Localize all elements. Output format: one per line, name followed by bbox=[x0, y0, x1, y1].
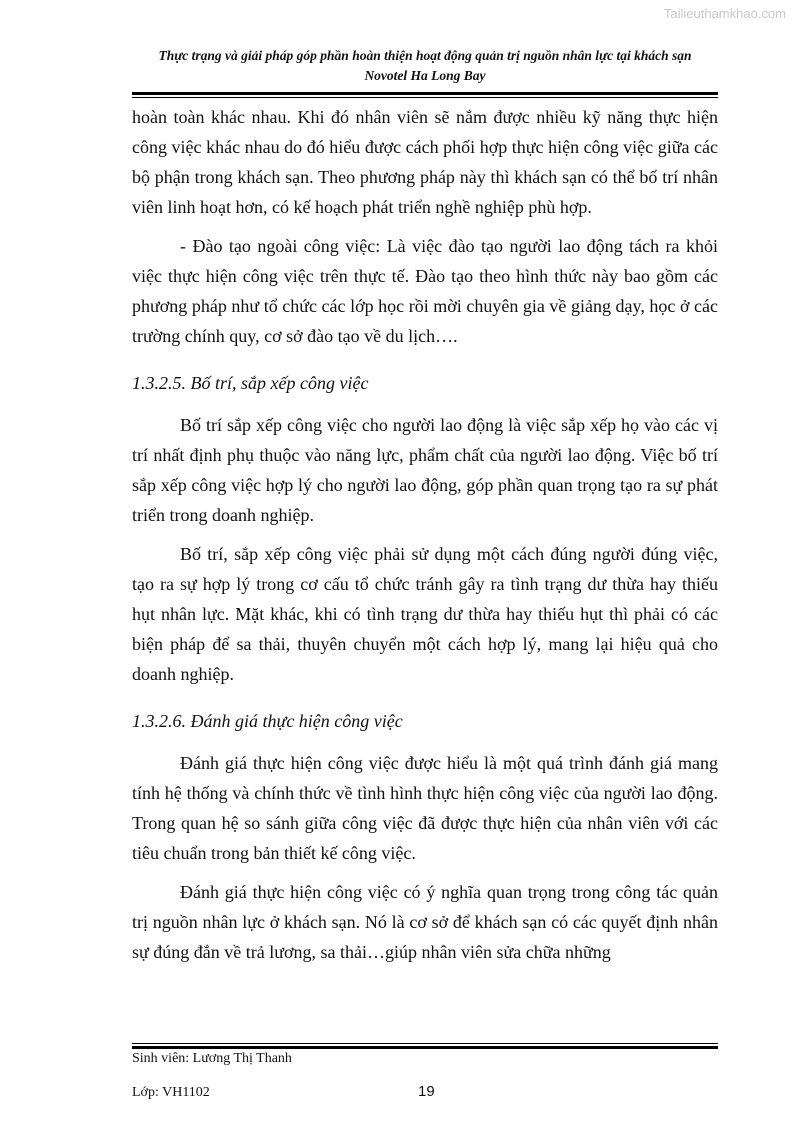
paragraph-5: Đánh giá thực hiện công việc được hiểu là một quá trình đánh giá mang tính hệ thống và chính thức về tình hình thực hiện công việc của người lao động. Trong quan hệ so sánh giữa công việc đã được thực hiện của nhân viên với các tiêu chuẩn trong bản thiết kế công việc. bbox=[132, 753, 718, 863]
section-heading-1-3-2-6: 1.3.2.6. Đánh giá thực hiện công việc bbox=[132, 711, 403, 731]
header-line-1: Thực trạng và giải pháp góp phần hoàn thiện hoạt động quản trị nguồn nhân lực tại khách sạn bbox=[158, 48, 692, 63]
section-heading-1-3-2-5: 1.3.2.5. Bố trí, sắp xếp công việc bbox=[132, 373, 369, 393]
page-body bbox=[132, 102, 718, 976]
running-header bbox=[132, 46, 718, 86]
footer-student: Sinh viên: Lương Thị Thanh bbox=[132, 1051, 292, 1066]
header-rule bbox=[132, 92, 718, 98]
footer-rule bbox=[132, 1043, 718, 1049]
footer-class: Lớp: VH1102 bbox=[132, 1085, 210, 1100]
header-line-2: Novotel Ha Long Bay bbox=[364, 68, 486, 83]
paragraph-4: Bố trí, sắp xếp công việc phải sử dụng một cách đúng người đúng việc, tạo ra sự hợp lý trong cơ cấu tổ chức tránh gây ra tình trạng dư thừa hay thiếu hụt nhân lực. Mặt khác, khi có tình trạng dư thừa hay thiếu hụt thì phải có các biện pháp để sa thải, thuyên chuyển một cách hợp lý, mang lại hiệu quả cho doanh nghiệp. bbox=[132, 544, 718, 684]
paragraph-1: hoàn toàn khác nhau. Khi đó nhân viên sẽ nắm được nhiều kỹ năng thực hiện công việc khác nhau do đó hiểu được cách phối hợp thực hiện công việc giữa các bộ phận trong khách sạn. Theo phương pháp này thì khách sạn có thể bố trí nhân viên linh hoạt hơn, có kế hoạch phát triển nghề nghiệp phù hợp. bbox=[132, 107, 718, 217]
paragraph-6: Đánh giá thực hiện công việc có ý nghĩa quan trọng trong công tác quản trị nguồn nhân lực ở khách sạn. Nó là cơ sở để khách sạn có các quyết định nhân sự đúng đắn về trả lương, sa thải…giúp nhân viên sửa chữa những bbox=[132, 882, 718, 962]
watermark: Tailieuthamkhao.com bbox=[663, 6, 786, 21]
paragraph-2: - Đào tạo ngoài công việc: Là việc đào tạo người lao động tách ra khỏi việc thực hiện công việc trên thực tế. Đào tạo theo hình thức này bao gồm các phương pháp như tổ chức các lớp học rồi mời chuyên gia về giảng dạy, học ở các trường chính quy, cơ sở đào tạo về du lịch…. bbox=[132, 236, 718, 346]
paragraph-3: Bố trí sắp xếp công việc cho người lao động là việc sắp xếp họ vào các vị trí nhất định phụ thuộc vào năng lực, phẩm chất của người lao động. Việc bố trí sắp xếp công việc hợp lý cho người lao động, góp phần quan trọng tạo ra sự phát triển trong doanh nghiệp. bbox=[132, 415, 718, 525]
page-number: 19 bbox=[418, 1083, 435, 1100]
